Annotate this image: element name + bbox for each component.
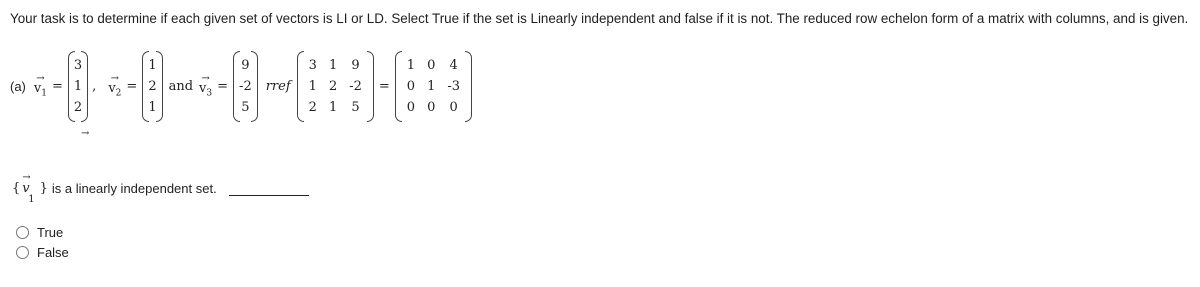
statement-text: is a linearly independent set. (51, 181, 217, 196)
coefficient-matrix: 3 1 9 1 2 -2 2 1 5 (297, 51, 374, 122)
instruction-text: Your task is to determine if each given set of vectors is LI or LD. Select True if the set is Linearly independent and false if it is not. The reduced row echelon form of a matrix with columns, and is given. (10, 11, 1189, 26)
vector-problem: (a) → $v_1$ = 3 1 2 , → $v_2$ = 1 2 1 and → $v_3$ = 9 -2 5 rref 3 1 9 1 2 -2 2 1 5 = 1 0 4 0 1 -3 0 0 0 (10, 46, 472, 126)
answer-blank (229, 195, 309, 196)
problem-label: (a) (10, 78, 26, 94)
option-true[interactable] (16, 225, 63, 240)
v3-vector: 9 -2 5 (233, 51, 258, 122)
vector-set: { → v 1 } (12, 172, 48, 205)
statement (12, 172, 217, 205)
rref-matrix: 1 0 4 0 1 -3 0 0 0 (395, 51, 472, 122)
v1-symbol: → $v_1$ (33, 72, 47, 99)
option-true-label: True (37, 225, 64, 240)
v2-symbol: → $v_2$ (108, 72, 122, 99)
option-false[interactable] (16, 245, 69, 260)
rref-label: rref (265, 78, 291, 94)
v3-symbol: → $v_3$ (199, 72, 213, 99)
v1-vector: 3 1 2 (68, 51, 88, 122)
radio-false[interactable] (16, 246, 29, 259)
option-false-label: False (37, 245, 69, 260)
radio-true[interactable] (16, 226, 29, 239)
v2-vector: 1 2 1 (142, 51, 162, 122)
stray-arrow-glyph: → (81, 128, 90, 139)
